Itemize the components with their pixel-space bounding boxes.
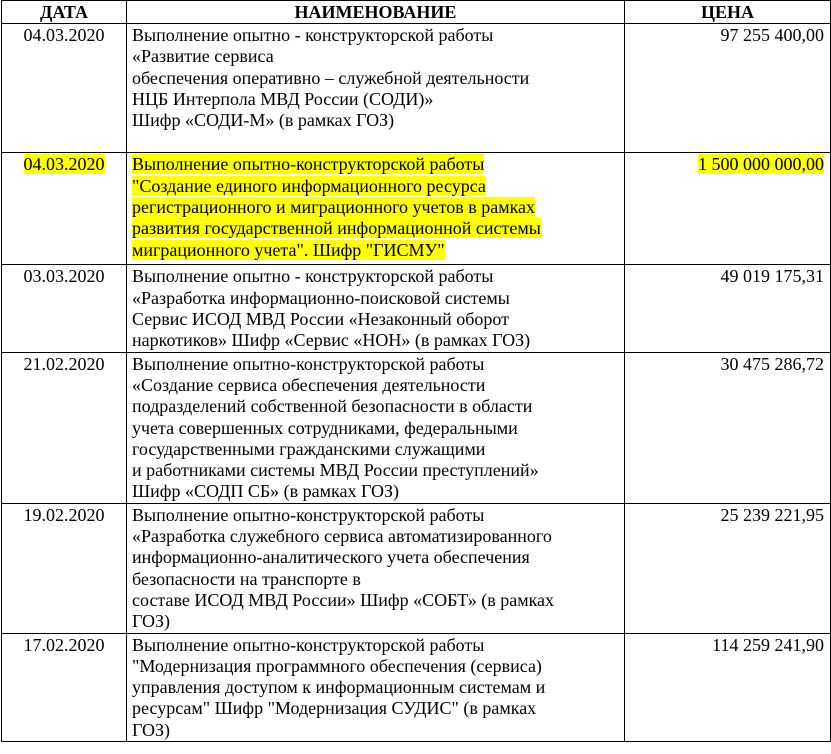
row-date: 03.03.2020 (2, 265, 127, 352)
highlighted-name-line: регистрационного и миграционного учетов в рамках (132, 197, 536, 218)
highlighted-name-line: Выполнение опытно-конструкторской работы (132, 154, 485, 175)
table-row (2, 24, 831, 153)
highlighted-name-line: миграционного учета". Шифр "ГИСМУ" (132, 239, 445, 260)
name-line: «Развитие сервиса (132, 46, 274, 67)
name-line: «Создание сервиса обеспечения деятельности (132, 374, 486, 395)
row-price (625, 153, 831, 265)
name-line: обеспечения оперативно – служебной деятельности (132, 67, 530, 88)
row-price: 25 239 221,95 (625, 503, 831, 633)
row-date (2, 153, 127, 265)
row-name (127, 352, 625, 503)
name-line: государственными гражданскими служащими (132, 438, 486, 459)
name-line: Шифр «СОДИ-М» (в рамках ГОЗ) (132, 110, 395, 131)
name-line: составе ИСОД МВД России» Шифр «СОБТ» (в рамках (132, 589, 555, 610)
highlighted-name-line: развития государственной информационной системы (132, 218, 541, 239)
name-line: Выполнение опытно - конструкторской работы (132, 266, 494, 287)
name-line: Шифр «СОДП СБ» (в рамках ГОЗ) (132, 481, 399, 502)
row-date: 17.02.2020 (2, 633, 127, 741)
row-date: 21.02.2020 (2, 352, 127, 503)
row-price: 97 255 400,00 (625, 24, 831, 153)
header-price: ЦЕНА (625, 1, 831, 24)
name-line: "Модернизация программного обеспечения (сервиса) (132, 655, 542, 676)
row-name (127, 503, 625, 633)
highlighted-date: 04.03.2020 (23, 154, 105, 175)
name-line: Выполнение опытно-конструкторской работы (132, 504, 485, 525)
name-line: Сервис ИСОД МВД России «Незаконный оборот (132, 309, 509, 330)
name-line: ГОЗ) (132, 611, 170, 632)
header-date: ДАТА (2, 1, 127, 24)
name-line: Выполнение опытно-конструкторской работы (132, 634, 485, 655)
name-line: и работниками системы МВД России преступлений» (132, 460, 539, 481)
table-header-row (2, 1, 831, 24)
row-date: 04.03.2020 (2, 24, 127, 153)
name-line: наркотиков» Шифр «Сервис «НОН» (в рамках ГОЗ) (132, 330, 531, 351)
table-row (2, 503, 831, 633)
row-name (127, 24, 625, 153)
name-line: Выполнение опытно - конструкторской работы (132, 25, 494, 45)
row-date: 19.02.2020 (2, 503, 127, 633)
table-row (2, 633, 831, 741)
name-line: управления доступом к информационным системам и (132, 677, 546, 698)
row-price: 49 019 175,31 (625, 265, 831, 352)
table-row (2, 352, 831, 503)
highlighted-price: 1 500 000 000,00 (698, 154, 824, 175)
name-line: учета совершенных сотрудниками, федеральными (132, 417, 518, 438)
row-name (127, 265, 625, 352)
table-row-highlighted (2, 153, 831, 265)
table-row (2, 265, 831, 352)
name-line: ГОЗ) (132, 719, 170, 740)
name-line: ресурсам" Шифр "Модернизация СУДИС" (в рамках (132, 698, 537, 719)
name-line: безопасности на транспорте в (132, 568, 361, 589)
header-name: НАИМЕНОВАНИЕ (127, 1, 625, 24)
name-line: подразделений собственной безопасности в области (132, 396, 533, 417)
name-line: НЦБ Интерпола МВД России (СОДИ)» (132, 88, 434, 109)
name-line: информационно-аналитического учета обеспечения (132, 547, 530, 568)
row-spacer (132, 131, 620, 152)
name-line: Выполнение опытно-конструкторской работы (132, 353, 485, 374)
name-line: «Разработка информационно-поисковой системы (132, 287, 510, 308)
row-price: 30 475 286,72 (625, 352, 831, 503)
name-line: «Разработка служебного сервиса автоматизированного (132, 526, 552, 547)
row-price: 114 259 241,90 (625, 633, 831, 741)
highlighted-name-line: "Создание единого информационного ресурса (132, 175, 486, 196)
row-name (127, 633, 625, 741)
contracts-table (1, 0, 831, 742)
row-name (127, 153, 625, 265)
